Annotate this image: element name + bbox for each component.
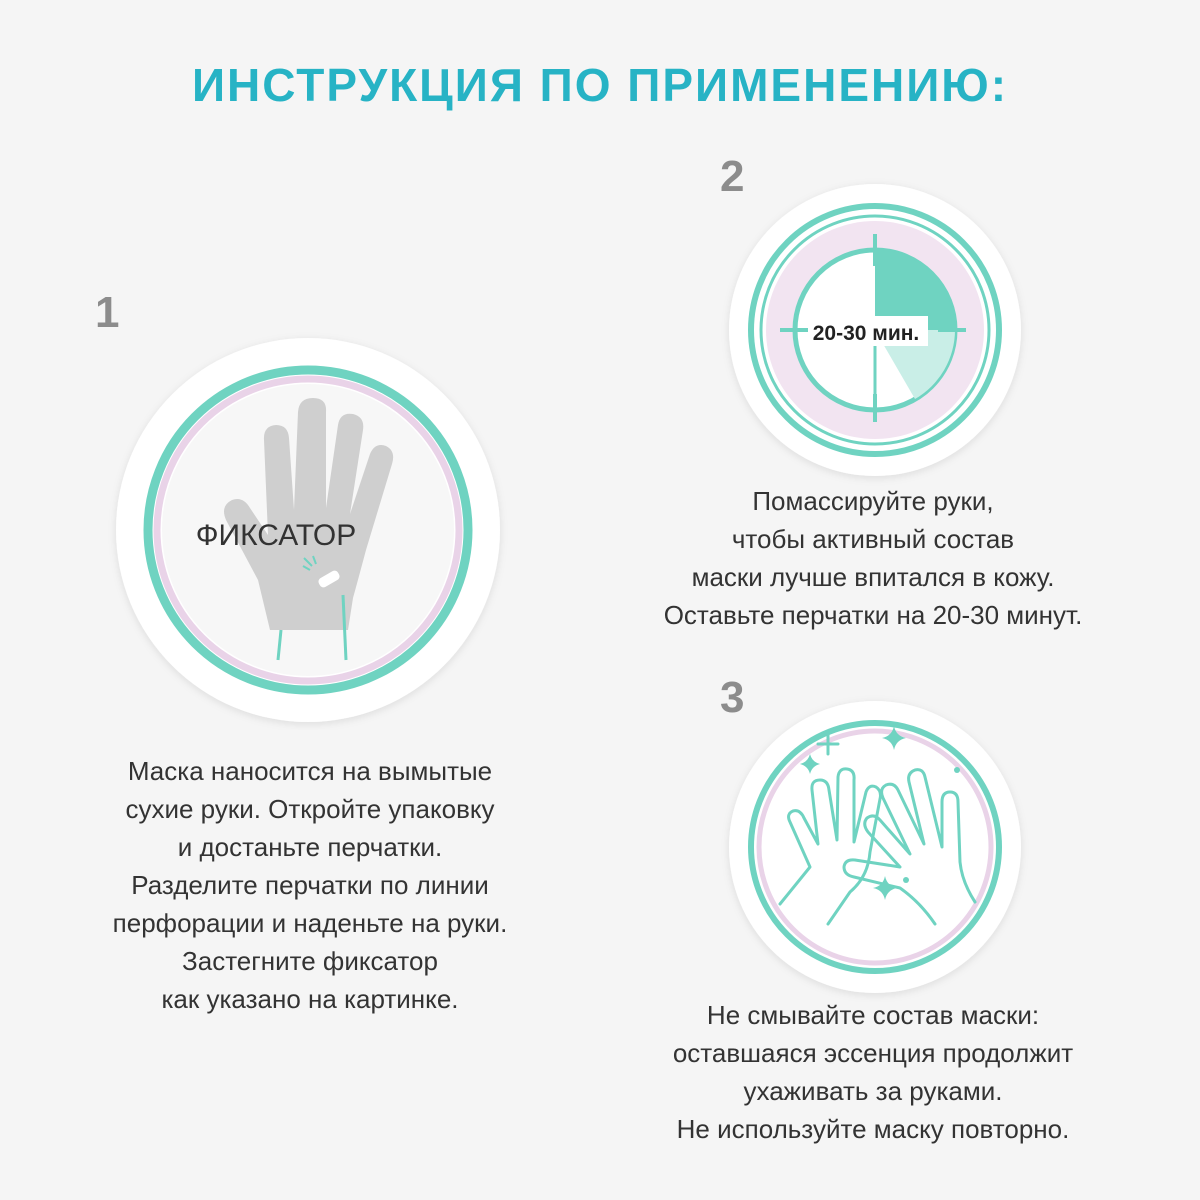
step-1-line: Маска наносится на вымытые	[127, 756, 493, 786]
step-1-description	[60, 752, 560, 1018]
step-3-line: ухаживать за руками.	[743, 1076, 1003, 1106]
step-1-line: сухие руки. Откройте упаковку	[125, 794, 495, 824]
fixator-label: ФИКСАТОР	[195, 519, 357, 552]
step-1-line: Разделите перчатки по линии	[131, 870, 489, 900]
step-3-circle	[720, 692, 1030, 1002]
step-1-circle	[98, 330, 518, 730]
step-2-line: Помассируйте руки,	[752, 486, 994, 516]
step-2-line: маски лучше впитался в кожу.	[691, 562, 1055, 592]
step-3-line: Не используйте маску повторно.	[676, 1114, 1070, 1144]
step-2-line: Оставьте перчатки на 20-30 минут.	[663, 600, 1083, 630]
step-2-line: чтобы активный состав	[731, 524, 1015, 554]
step-1-line: Застегните фиксатор	[182, 946, 438, 976]
step-1-line: как указано на картинке.	[161, 984, 459, 1014]
step-1-line: и достаньте перчатки.	[177, 832, 443, 862]
step-3-number: 3	[720, 673, 745, 722]
step-3-description	[623, 996, 1123, 1148]
step-1-line: перфорации и наденьте на руки.	[112, 908, 508, 938]
timer-label: 20-30 мин.	[812, 322, 920, 345]
step-3-line: оставшаяся эссенция продолжит	[672, 1038, 1074, 1068]
step-3-line: Не смывайте состав маски:	[706, 1000, 1040, 1030]
step-2-number: 2	[720, 152, 745, 201]
step-2-description	[623, 482, 1123, 634]
step-2-circle	[720, 178, 1030, 488]
step-1-number: 1	[95, 288, 120, 337]
page-title: ИНСТРУКЦИЯ ПО ПРИМЕНЕНИЮ:	[191, 59, 1009, 111]
